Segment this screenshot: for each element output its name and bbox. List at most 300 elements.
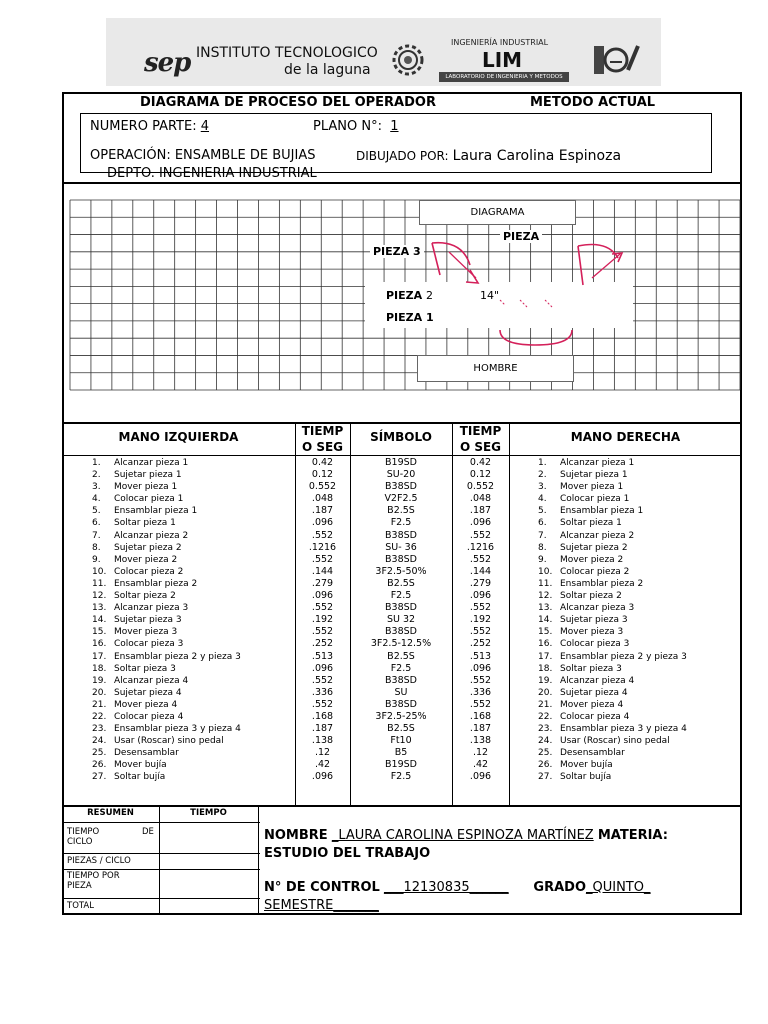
time-value: .168 [469,710,492,722]
step-number: 9. [538,554,547,565]
step-text: Mover pieza 2 [114,554,178,565]
time-value: .096 [311,662,334,674]
right-hand-step [538,663,687,675]
left-hand-step [92,735,241,747]
step-number: 16. [92,639,107,650]
name-label: NOMBRE [264,828,328,843]
left-hand-steps [92,457,241,784]
step-number: 20. [538,687,553,698]
step-text: Mover bujía [114,760,167,771]
symbol-value: 3F2.5-12.5% [370,638,432,650]
symbol-value: B38SD [385,674,417,686]
time-value: 0.552 [466,481,495,493]
engineering-emblem-icon [590,40,642,80]
step-number: 3. [538,482,547,493]
time-value: .144 [311,565,334,577]
col-divider-4 [509,422,510,807]
time-value: .252 [469,638,492,650]
step-text: Ensamblar pieza 2 [114,578,198,589]
step-text: Usar (Roscar) sino pedal [114,736,224,747]
step-text: Mover bujía [560,760,613,771]
right-hand-step [538,469,687,481]
time-value: .144 [469,565,492,577]
right-hand-step [538,759,687,771]
step-text: Alcanzar pieza 1 [560,458,635,468]
step-text: Colocar pieza 4 [560,711,630,722]
left-hand-step [92,687,241,699]
step-number: 10. [92,566,107,577]
step-number: 13. [538,603,553,614]
right-hand-step [538,542,687,554]
step-text: Ensamblar pieza 3 y pieza 4 [114,724,241,735]
header-banner [106,18,661,86]
step-text: Sujetar pieza 2 [114,542,182,553]
symbol-value: B19SD [385,759,417,771]
step-text: Ensamblar pieza 2 [560,578,644,589]
symbol-value: B2.5S [387,723,415,735]
step-number: 17. [538,651,553,662]
table-header-divider [62,455,742,456]
plan-row [313,119,399,134]
step-number: 23. [92,724,107,735]
institute-name: INSTITUTO TECNOLOGICO [196,45,378,61]
time-right-header-line2: O SEG [459,440,502,454]
time-header: TIEMPO [190,808,227,818]
right-hand-step [538,699,687,711]
summary-table [62,805,260,915]
step-number: 9. [92,554,101,565]
left-hand-step [92,457,241,469]
left-hand-step [92,505,241,517]
time-value: .552 [469,602,492,614]
time-value: .096 [469,590,492,602]
sep-logo: sep [144,48,191,78]
symbol-value: B38SD [385,481,417,493]
name-value: _LAURA CAROLINA ESPINOZA MARTÍNEZ [331,828,594,843]
right-hand-step [538,590,687,602]
grade-label: GRADO [533,880,586,895]
time-value: .42 [472,759,489,771]
step-number: 24. [92,736,107,747]
control-number-line [264,880,650,895]
symbol-value: SU-20 [386,469,416,481]
step-number: 8. [538,542,547,553]
time-value: .096 [311,590,334,602]
right-hand-header: MANO DERECHA [570,430,681,444]
time-value: .552 [469,626,492,638]
left-hand-step [92,530,241,542]
time-value: .336 [469,686,492,698]
left-hand-step [92,723,241,735]
subject-label: MATERIA: [597,828,668,843]
step-text: Soltar bujía [560,772,612,783]
step-text: Alcanzar pieza 2 [114,530,189,541]
subject-value: ESTUDIO DEL TRABAJO [264,846,431,861]
lim-logo [437,36,571,82]
lim-caption: INGENIERÍA INDUSTRIAL [451,38,549,47]
step-text: Colocar pieza 2 [560,566,630,577]
step-text: Soltar pieza 3 [114,663,176,674]
time-value: .552 [311,529,334,541]
step-number: 4. [92,494,101,505]
time-left-header [295,422,350,455]
summary-header: RESUMEN [87,808,134,818]
right-hand-step [538,517,687,529]
step-number: 22. [538,711,553,722]
step-number: 12. [538,591,553,602]
symbol-value: F2.5 [390,517,412,529]
document-title: DIAGRAMA DE PROCESO DEL OPERADOR [140,95,436,110]
lim-title: LIM [482,48,523,72]
pieces-per-cycle-label: PIEZAS / CICLO [67,856,131,866]
part2-word: PIEZA [386,289,423,302]
time-value: .552 [469,698,492,710]
symbol-value: SU [394,686,408,698]
step-number: 15. [92,627,107,638]
right-hand-step [538,530,687,542]
left-times [295,457,350,784]
time-left-header-line2: O SEG [301,440,344,454]
time-value: .552 [311,674,334,686]
part-number-label: NUMERO PARTE: [90,119,197,134]
time-value: .1216 [466,541,495,553]
step-number: 24. [538,736,553,747]
step-number: 19. [92,675,107,686]
time-value: .1216 [308,541,337,553]
step-number: 11. [92,578,107,589]
step-text: Mover pieza 3 [560,627,624,638]
step-text: Alcanzar pieza 4 [114,675,189,686]
step-text: Colocar pieza 1 [560,494,630,505]
time-value: .513 [469,650,492,662]
part-number-value: 4 [200,119,210,134]
step-text: Ensamblar pieza 2 y pieza 3 [560,651,687,662]
distance-label: 14" [480,289,500,302]
left-hand-step [92,566,241,578]
step-number: 6. [92,518,101,529]
step-text: Sujetar pieza 4 [114,687,182,698]
control-number-value: ___12130835______ [383,880,509,895]
symbol-value: 3F2.5-25% [375,710,427,722]
symbol-value: B38SD [385,698,417,710]
step-text: Mover pieza 1 [114,482,178,493]
plan-label: PLANO N°: [313,119,382,134]
left-hand-step [92,590,241,602]
symbols [350,457,452,784]
step-text: Sujetar pieza 3 [560,615,628,626]
step-text: Ensamblar pieza 2 y pieza 3 [114,651,241,662]
step-text: Soltar pieza 1 [560,518,622,529]
time-value: .552 [311,602,334,614]
time-value: .096 [469,662,492,674]
right-hand-step [538,735,687,747]
step-text: Alcanzar pieza 3 [114,603,189,614]
right-hand-step [538,651,687,663]
step-text: Alcanzar pieza 4 [560,675,635,686]
step-number: 18. [92,663,107,674]
step-number: 15. [538,627,553,638]
right-hand-step [538,771,687,783]
step-number: 21. [538,699,553,710]
semester-line: SEMESTRE_______ [264,898,379,913]
step-text: Soltar pieza 2 [114,591,176,602]
part2-label [383,289,436,302]
department-row: DEPTO. INGENIERIA INDUSTRIAL [107,166,317,181]
drawn-by-value: Laura Carolina Espinoza [452,148,622,164]
right-hand-step [538,505,687,517]
time-value: .096 [311,517,334,529]
left-hand-step [92,469,241,481]
summary-line-4 [62,898,260,899]
left-hand-step [92,771,241,783]
right-hand-step [538,602,687,614]
time-value: .336 [311,686,334,698]
step-number: 14. [538,615,553,626]
left-hand-step [92,711,241,723]
time-value: .552 [469,553,492,565]
symbol-value: 3F2.5-50% [375,565,427,577]
symbol-header: SÍMBOLO [370,430,432,444]
step-text: Soltar pieza 2 [560,591,622,602]
right-hand-step [538,614,687,626]
institute-subname: de la laguna [284,62,371,78]
step-number: 11. [538,578,553,589]
time-value: .048 [311,493,334,505]
time-left-header-line1: TIEMP [301,424,344,438]
name-line [264,828,668,843]
time-value: 0.42 [469,457,492,468]
step-text: Ensamblar pieza 1 [560,506,644,517]
step-text: Colocar pieza 1 [114,494,184,505]
time-value: .552 [469,529,492,541]
cycle-time-label [67,827,157,847]
step-number: 7. [538,530,547,541]
time-value: .12 [472,747,489,759]
left-hand-step [92,602,241,614]
step-text: Sujetar pieza 2 [560,542,628,553]
summary-line-2 [62,853,260,854]
time-value: 0.42 [311,457,334,468]
method-label: METODO ACTUAL [530,95,656,110]
summary-line-3 [62,869,260,870]
step-number: 2. [538,470,547,481]
step-number: 5. [92,506,101,517]
time-value: .12 [314,747,331,759]
step-text: Desensamblar [560,748,625,759]
grade-value: _QUINTO_ [586,880,651,895]
time-value: 0.12 [469,469,492,481]
step-number: 1. [538,458,547,468]
part-number-row [90,119,209,134]
symbol-value: B19SD [385,457,417,468]
left-hand-step [92,481,241,493]
right-hand-step [538,566,687,578]
left-hand-step [92,626,241,638]
right-hand-step [538,481,687,493]
step-text: Colocar pieza 3 [560,639,630,650]
left-hand-step [92,542,241,554]
part1-label: PIEZA 1 [383,311,437,324]
time-value: .552 [311,698,334,710]
operation-row: OPERACIÓN: ENSAMBLE DE BUJIAS [90,148,316,163]
right-hand-step [538,687,687,699]
right-hand-step [538,638,687,650]
time-per-piece-word2: PIEZA [67,881,92,891]
step-number: 2. [92,470,101,481]
step-number: 18. [538,663,553,674]
step-number: 7. [92,530,101,541]
symbol-value: SU 32 [386,614,416,626]
step-text: Mover pieza 2 [560,554,624,565]
summary-line-1 [62,822,260,823]
step-text: Mover pieza 1 [560,482,624,493]
time-value: .187 [469,723,492,735]
time-value: .252 [311,638,334,650]
time-value: .138 [469,735,492,747]
step-text: Ensamblar pieza 3 y pieza 4 [560,724,687,735]
step-number: 16. [538,639,553,650]
right-hand-step [538,723,687,735]
operator-position-box: HOMBRE [417,355,574,382]
step-number: 25. [92,748,107,759]
left-hand-header: MANO IZQUIERDA [118,430,239,444]
step-number: 6. [538,518,547,529]
symbol-value: B2.5S [387,505,415,517]
time-value: .279 [469,577,492,589]
drawn-by-label: DIBUJADO POR: [356,149,449,163]
cycle-time-word2: DE [142,827,154,837]
left-hand-step [92,675,241,687]
step-number: 8. [92,542,101,553]
step-number: 19. [538,675,553,686]
left-hand-step [92,663,241,675]
time-value: .168 [311,710,334,722]
step-text: Ensamblar pieza 1 [114,506,198,517]
right-hand-step [538,578,687,590]
left-hand-step [92,578,241,590]
step-text: Colocar pieza 3 [114,639,184,650]
symbol-value: B2.5S [387,650,415,662]
left-hand-step [92,493,241,505]
right-hand-step [538,747,687,759]
step-number: 23. [538,724,553,735]
symbol-value: SU- 36 [385,541,417,553]
symbol-value: B2.5S [387,577,415,589]
step-text: Alcanzar pieza 1 [114,458,189,468]
left-hand-step [92,614,241,626]
time-value: .513 [311,650,334,662]
left-hand-step [92,651,241,663]
step-text: Sujetar pieza 3 [114,615,182,626]
step-text: Alcanzar pieza 2 [560,530,635,541]
time-value: .096 [311,771,334,783]
time-value: .187 [311,505,334,517]
time-value: .279 [311,577,334,589]
time-value: .048 [469,493,492,505]
left-hand-step [92,554,241,566]
plan-value: 1 [390,119,399,134]
part3-label: PIEZA 3 [370,245,424,258]
control-number-label: N° DE CONTROL [264,880,380,895]
step-number: 12. [92,591,107,602]
symbol-value: F2.5 [390,662,412,674]
time-value: 0.12 [311,469,334,481]
symbol-value: Ft10 [390,735,412,747]
step-number: 27. [538,772,553,783]
step-text: Mover pieza 4 [560,699,624,710]
step-number: 10. [538,566,553,577]
left-hand-step [92,759,241,771]
step-text: Soltar pieza 3 [560,663,622,674]
step-text: Sujetar pieza 1 [560,470,628,481]
step-number: 5. [538,506,547,517]
step-text: Soltar bujía [114,772,166,783]
step-number: 20. [92,687,107,698]
time-value: .552 [469,674,492,686]
step-number: 27. [92,772,107,783]
right-hand-steps [538,457,687,784]
step-number: 13. [92,603,107,614]
time-per-piece-label [67,871,120,891]
time-per-piece-word1: TIEMPO POR [67,871,120,881]
step-text: Sujetar pieza 1 [114,470,182,481]
step-text: Soltar pieza 1 [114,518,176,529]
step-number: 21. [92,699,107,710]
time-right-header [452,422,509,455]
symbol-value: V2F2.5 [384,493,418,505]
time-value: .096 [469,517,492,529]
time-value: .42 [314,759,331,771]
part2-number: 2 [426,289,434,302]
step-text: Mover pieza 3 [114,627,178,638]
step-text: Colocar pieza 4 [114,711,184,722]
symbol-value: F2.5 [390,771,412,783]
right-hand-step [538,457,687,469]
step-number: 26. [538,760,553,771]
symbol-value: F2.5 [390,590,412,602]
left-hand-step [92,517,241,529]
time-value: .096 [469,771,492,783]
right-hand-step [538,711,687,723]
time-value: .187 [469,505,492,517]
step-text: Desensamblar [114,748,179,759]
right-hand-step [538,493,687,505]
symbol-value: B38SD [385,553,417,565]
step-number: 25. [538,748,553,759]
lim-lab-bar: LABORATORIO DE INGENIERIA Y METODOS [439,72,569,82]
left-hand-step [92,638,241,650]
time-value: .192 [469,614,492,626]
step-number: 4. [538,494,547,505]
step-text: Sujetar pieza 4 [560,687,628,698]
cycle-time-word1: TIEMPO [67,827,100,837]
step-number: 17. [92,651,107,662]
time-value: .552 [311,553,334,565]
operation-info-box [80,113,712,181]
time-value: .552 [311,626,334,638]
cycle-time-word3: CICLO [67,837,93,847]
time-value: .187 [311,723,334,735]
symbol-value: B38SD [385,602,417,614]
total-label: TOTAL [67,901,94,911]
part-label: PIEZA [500,230,542,243]
time-right-header-line1: TIEMP [459,424,502,438]
step-text: Usar (Roscar) sino pedal [560,736,670,747]
symbol-value: B38SD [385,626,417,638]
step-number: 3. [92,482,101,493]
drawn-by-row [356,148,621,164]
step-text: Alcanzar pieza 3 [560,603,635,614]
